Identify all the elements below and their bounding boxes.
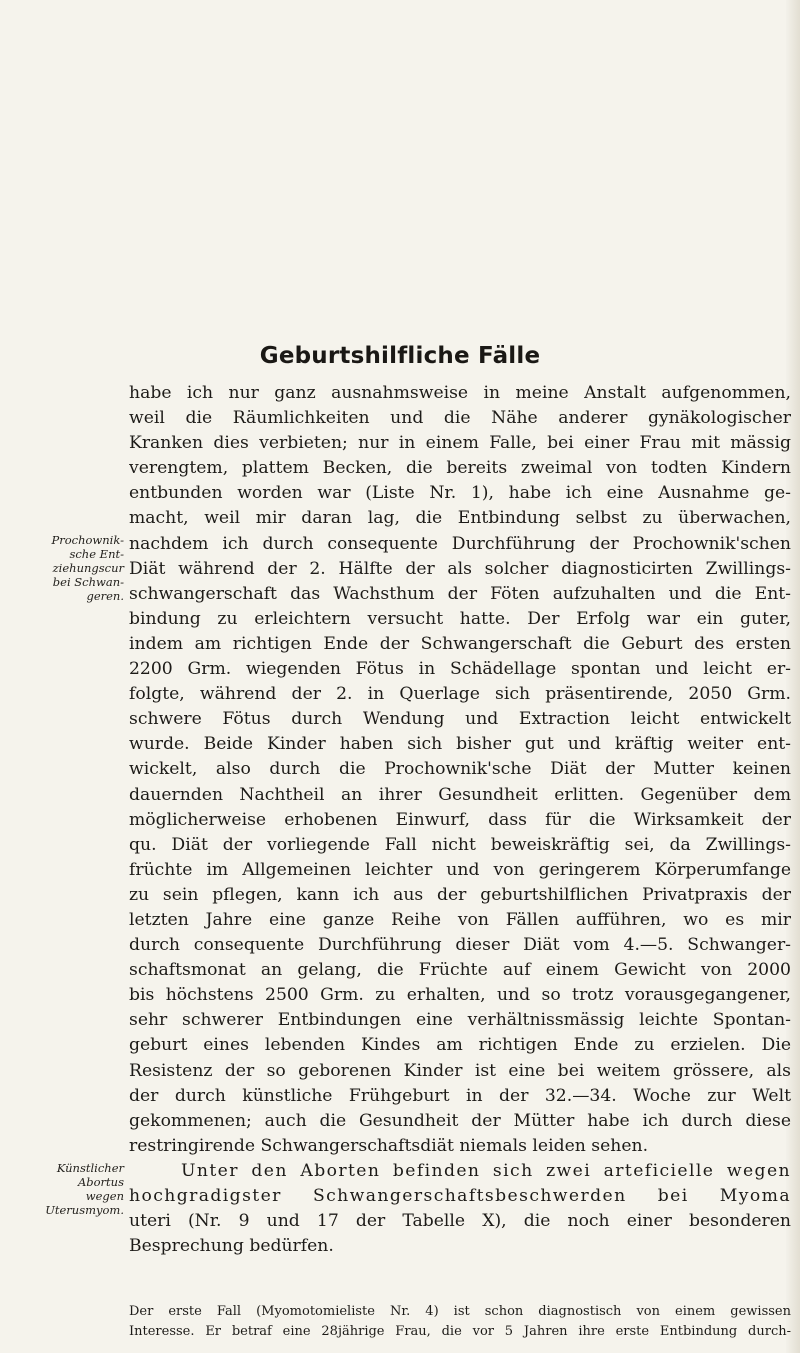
margin-note-abortus: [0, 1161, 124, 1217]
text-line: habe ich nur ganz ausnahmsweise in meine Anstalt aufgenommen,: [129, 383, 791, 403]
margin-note-line: Prochownik-: [51, 533, 124, 547]
text-line: qu. Diät der vorliegende Fall nicht beweiskräftig sei, da Zwillings-: [129, 834, 791, 855]
main-text: [129, 381, 791, 1259]
text-line: Kranken dies verbieten; nur in einem Falle, bei einer Frau mit mässig: [129, 433, 791, 454]
margin-note-prochownik: [0, 533, 124, 603]
text-line: möglicherweise erhobenen Einwurf, dass für die Wirksamkeit der: [129, 809, 791, 830]
margin-note-line: sche Ent-: [69, 547, 124, 561]
text-line: entbunden worden war (Liste Nr. 1), habe ich eine Ausnahme ge-: [129, 483, 791, 504]
text-line: schwere Fötus durch Wendung und Extraction leicht entwickelt: [129, 709, 791, 730]
text-line: 2200 Grm. wiegenden Fötus in Schädellage spontan und leicht er-: [129, 659, 791, 680]
text-line: geburt eines lebenden Kindes am richtigen Ende zu erzielen. Die: [129, 1035, 791, 1056]
margin-note-line: Uterusmyom.: [45, 1203, 124, 1217]
text-line: sehr schwerer Entbindungen eine verhältnissmässig leichte Spontan-: [129, 1010, 791, 1031]
text-line: dauernden Nachtheil an ihrer Gesundheit erlitten. Gegenüber dem: [129, 784, 791, 805]
text-line: der durch künstliche Frühgeburt in der 32.—34. Woche zur Welt: [129, 1085, 791, 1106]
footnote-line: Interesse. Er betraf eine 28jährige Frau, die vor 5 Jahren ihre erste Entbindung durch-: [129, 1324, 791, 1339]
text-line: letzten Jahre eine ganze Reihe von Fällen aufführen, wo es mir: [129, 909, 791, 930]
text-line: Resistenz der so geborenen Kinder ist eine bei weitem grössere, als: [129, 1060, 791, 1081]
text-line: bis höchstens 2500 Grm. zu erhalten, und so trotz vorausgegangener,: [129, 985, 791, 1006]
text-line: restringirende Schwangerschaftsdiät niemals leiden sehen.: [129, 1135, 649, 1156]
text-line: wickelt, also durch die Prochownik'sche Diät der Mutter keinen: [129, 759, 791, 780]
text-line: Unter den Aborten befinden sich zwei arteficielle wegen: [181, 1160, 791, 1181]
text-line: nachdem ich durch consequente Durchführung der Prochownik'schen: [129, 533, 791, 554]
text-line: Besprechung bedürfen.: [129, 1236, 334, 1257]
text-line: folgte, während der 2. in Querlage sich präsentirende, 2050 Grm.: [129, 684, 791, 705]
margin-note-line: Künstlicher: [56, 1161, 124, 1175]
margin-note-line: ziehungscur: [52, 561, 124, 575]
margin-note-line: wegen: [85, 1189, 124, 1203]
text-line: macht, weil mir daran lag, die Entbindung selbst zu überwachen,: [129, 508, 791, 529]
text-line: hochgradigster Schwangerschaftsbeschwerden bei Myoma: [129, 1186, 791, 1206]
margin-note-line: geren.: [86, 589, 124, 603]
running-head: Geburtshilfliche Fälle: [259, 343, 541, 369]
text-line: weil die Räumlichkeiten und die Nähe anderer gynäkologischer: [129, 408, 791, 429]
text-line: wurde. Beide Kinder haben sich bisher gut und kräftig weiter ent-: [129, 734, 791, 755]
text-line: schwangerschaft das Wachsthum der Föten aufzuhalten und die Ent-: [129, 583, 791, 604]
text-line: durch consequente Durchführung dieser Diät vom 4.—5. Schwanger-: [129, 935, 791, 956]
text-line: verengtem, plattem Becken, die bereits zweimal von todten Kindern: [129, 458, 791, 479]
margin-note-line: bei Schwan-: [52, 575, 124, 589]
text-line: zu sein pflegen, kann ich aus der geburtshilflichen Privatpraxis der: [129, 884, 791, 905]
text-line: bindung zu erleichtern versucht hatte. Der Erfolg war ein guter,: [129, 608, 791, 629]
margin-note-line: Abortus: [77, 1175, 124, 1189]
text-line: Diät während der 2. Hälfte der als solcher diagnosticirten Zwillings-: [129, 558, 791, 579]
text-line: schaftsmonat an gelang, die Früchte auf einem Gewicht von 2000: [129, 960, 791, 981]
footnote-line: Der erste Fall (Myomotomieliste Nr. 4) ist schon diagnostisch von einem gewissen: [129, 1304, 791, 1319]
text-line: gekommenen; auch die Gesundheit der Mütter habe ich durch diese: [129, 1110, 791, 1131]
text-line: indem am richtigen Ende der Schwangerschaft die Geburt des ersten: [129, 633, 791, 654]
text-line: uteri (Nr. 9 und 17 der Tabelle X), die noch einer besonderen: [129, 1211, 791, 1232]
text-line: früchte im Allgemeinen leichter und von geringerem Körperumfange: [129, 859, 791, 880]
